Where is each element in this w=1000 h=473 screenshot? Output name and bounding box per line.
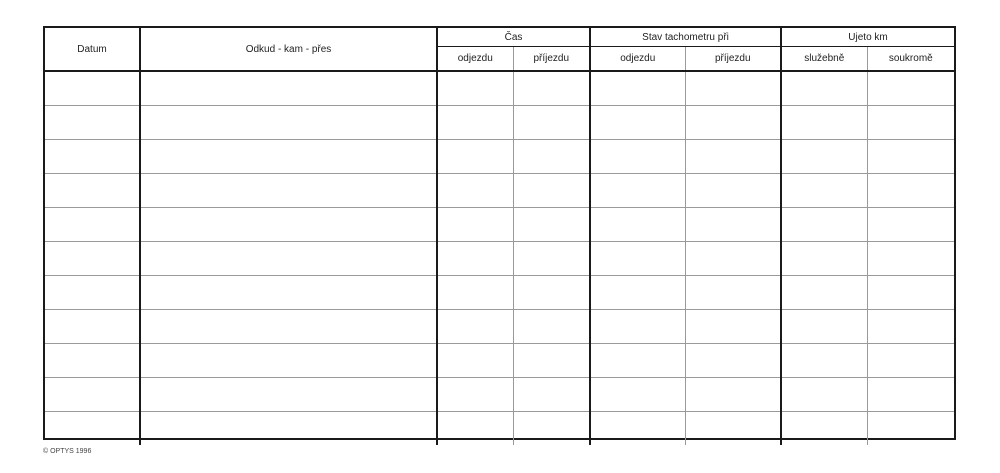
cell-datum[interactable] — [45, 71, 140, 106]
cell-datum[interactable] — [45, 174, 140, 208]
cell-km-business[interactable] — [781, 344, 867, 378]
cell-datum[interactable] — [45, 412, 140, 446]
cell-km-business[interactable] — [781, 378, 867, 412]
cell-km-private[interactable] — [867, 242, 954, 276]
cell-km-business[interactable] — [781, 310, 867, 344]
travel-log-form — [43, 26, 956, 440]
cell-time-arrival[interactable] — [513, 344, 590, 378]
cell-km-private[interactable] — [867, 71, 954, 106]
cell-odo-departure[interactable] — [590, 242, 685, 276]
cell-km-business[interactable] — [781, 242, 867, 276]
cell-time-arrival[interactable] — [513, 412, 590, 446]
cell-time-arrival[interactable] — [513, 378, 590, 412]
cell-km-private[interactable] — [867, 174, 954, 208]
cell-time-arrival[interactable] — [513, 71, 590, 106]
cell-time-departure[interactable] — [437, 140, 513, 174]
header-odometer: Stav tachometru při — [590, 28, 781, 47]
cell-time-departure[interactable] — [437, 344, 513, 378]
cell-time-arrival[interactable] — [513, 174, 590, 208]
cell-km-private[interactable] — [867, 344, 954, 378]
cell-time-arrival[interactable] — [513, 208, 590, 242]
cell-time-arrival[interactable] — [513, 242, 590, 276]
cell-odo-departure[interactable] — [590, 276, 685, 310]
cell-datum[interactable] — [45, 276, 140, 310]
cell-datum[interactable] — [45, 344, 140, 378]
table-row — [45, 344, 954, 378]
cell-odo-arrival[interactable] — [685, 412, 781, 446]
header-datum: Datum — [45, 28, 140, 71]
copyright-notice: © OPTYS 1996 — [43, 448, 92, 455]
cell-km-private[interactable] — [867, 208, 954, 242]
cell-datum[interactable] — [45, 106, 140, 140]
cell-km-business[interactable] — [781, 140, 867, 174]
cell-km-private[interactable] — [867, 106, 954, 140]
cell-time-departure[interactable] — [437, 412, 513, 446]
cell-km-business[interactable] — [781, 174, 867, 208]
cell-odo-departure[interactable] — [590, 106, 685, 140]
cell-odo-arrival[interactable] — [685, 242, 781, 276]
cell-datum[interactable] — [45, 242, 140, 276]
cell-datum[interactable] — [45, 208, 140, 242]
table-row — [45, 71, 954, 106]
subheader-time-arrival: příjezdu — [513, 47, 590, 72]
subheader-odo-arrival: příjezdu — [685, 47, 781, 72]
cell-km-private[interactable] — [867, 140, 954, 174]
subheader-km-private: soukromě — [867, 47, 954, 72]
cell-odo-departure[interactable] — [590, 344, 685, 378]
cell-km-business[interactable] — [781, 106, 867, 140]
table-row — [45, 106, 954, 140]
cell-time-departure[interactable] — [437, 174, 513, 208]
travel-log-table — [45, 28, 954, 445]
cell-km-business[interactable] — [781, 208, 867, 242]
cell-odo-departure[interactable] — [590, 174, 685, 208]
cell-route[interactable] — [140, 378, 437, 412]
cell-odo-departure[interactable] — [590, 140, 685, 174]
cell-odo-departure[interactable] — [590, 378, 685, 412]
cell-odo-arrival[interactable] — [685, 140, 781, 174]
cell-odo-departure[interactable] — [590, 412, 685, 446]
cell-odo-departure[interactable] — [590, 310, 685, 344]
table-row — [45, 276, 954, 310]
cell-time-departure[interactable] — [437, 106, 513, 140]
cell-odo-departure[interactable] — [590, 71, 685, 106]
cell-km-private[interactable] — [867, 412, 954, 446]
cell-time-departure[interactable] — [437, 378, 513, 412]
cell-odo-arrival[interactable] — [685, 310, 781, 344]
table-row — [45, 242, 954, 276]
log-body — [45, 71, 954, 445]
cell-datum[interactable] — [45, 378, 140, 412]
subheader-time-departure: odjezdu — [437, 47, 513, 72]
table-row — [45, 174, 954, 208]
cell-time-arrival[interactable] — [513, 140, 590, 174]
cell-route[interactable] — [140, 71, 437, 106]
subheader-km-business: služebně — [781, 47, 867, 72]
cell-time-departure[interactable] — [437, 71, 513, 106]
cell-odo-arrival[interactable] — [685, 106, 781, 140]
table-row — [45, 208, 954, 242]
cell-route[interactable] — [140, 174, 437, 208]
cell-time-departure[interactable] — [437, 310, 513, 344]
cell-time-departure[interactable] — [437, 276, 513, 310]
cell-route[interactable] — [140, 310, 437, 344]
cell-route[interactable] — [140, 276, 437, 310]
cell-datum[interactable] — [45, 140, 140, 174]
subheader-odo-departure: odjezdu — [590, 47, 685, 72]
cell-time-arrival[interactable] — [513, 310, 590, 344]
cell-time-departure[interactable] — [437, 208, 513, 242]
header-time: Čas — [437, 28, 590, 47]
cell-route[interactable] — [140, 106, 437, 140]
cell-odo-arrival[interactable] — [685, 344, 781, 378]
cell-time-departure[interactable] — [437, 242, 513, 276]
cell-km-business[interactable] — [781, 276, 867, 310]
cell-km-private[interactable] — [867, 276, 954, 310]
header-distance: Ujeto km — [781, 28, 954, 47]
table-row — [45, 378, 954, 412]
cell-datum[interactable] — [45, 310, 140, 344]
cell-km-business[interactable] — [781, 412, 867, 446]
cell-odo-arrival[interactable] — [685, 174, 781, 208]
cell-km-private[interactable] — [867, 378, 954, 412]
cell-route[interactable] — [140, 412, 437, 446]
cell-odo-departure[interactable] — [590, 208, 685, 242]
cell-route[interactable] — [140, 140, 437, 174]
cell-route[interactable] — [140, 242, 437, 276]
header-route: Odkud - kam - přes — [140, 28, 437, 71]
table-row — [45, 140, 954, 174]
cell-odo-arrival[interactable] — [685, 378, 781, 412]
cell-time-arrival[interactable] — [513, 106, 590, 140]
cell-odo-arrival[interactable] — [685, 208, 781, 242]
cell-route[interactable] — [140, 208, 437, 242]
table-row — [45, 412, 954, 446]
cell-km-business[interactable] — [781, 71, 867, 106]
cell-route[interactable] — [140, 344, 437, 378]
table-row — [45, 310, 954, 344]
cell-km-private[interactable] — [867, 310, 954, 344]
cell-odo-arrival[interactable] — [685, 71, 781, 106]
cell-time-arrival[interactable] — [513, 276, 590, 310]
cell-odo-arrival[interactable] — [685, 276, 781, 310]
